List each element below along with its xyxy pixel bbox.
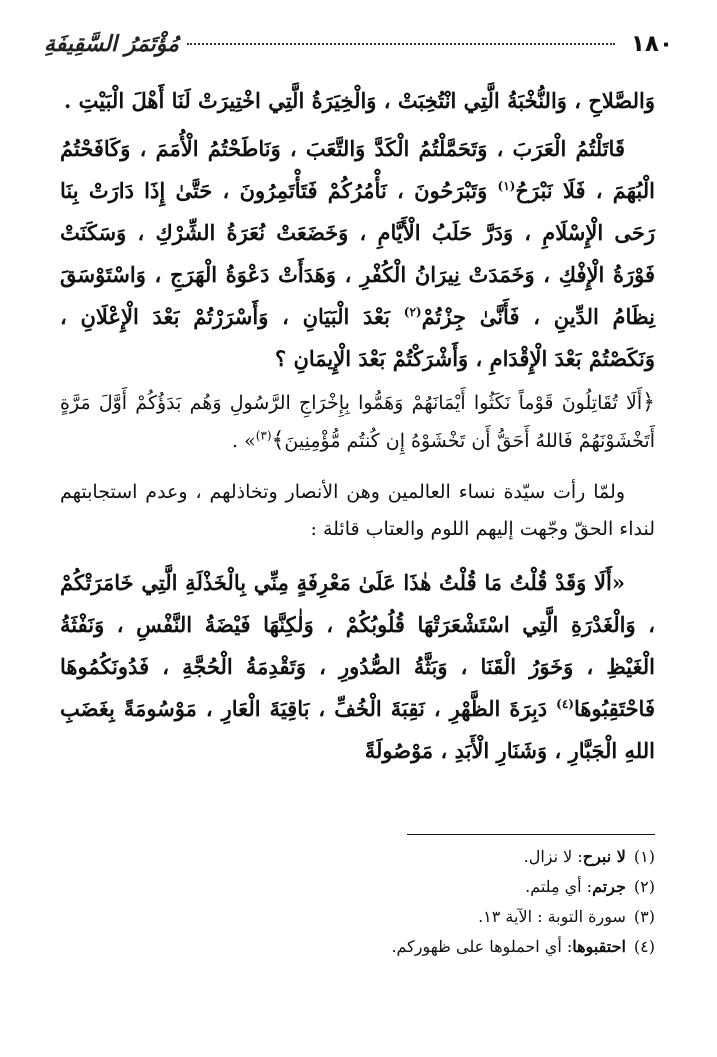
quran-verse: [60, 384, 655, 460]
paragraph-2-part-c: بَعْدَ الْبَيَانِ ، وَأَسْرَرْتُمْ بَعْدَ الْإِعْلَانِ ، وَنَكَصْتُمْ بَعْدَ الْإِقْدَامِ ، وَأَشْرَكْتُمْ بَعْدَ الْإِيمَانِ ؟: [60, 304, 655, 371]
footnote-number: (١): [633, 847, 655, 866]
footnote-number: (٣): [633, 907, 655, 926]
footnote-term: جرتم: [592, 877, 626, 896]
paragraph-2-part-a: قَاتَلْتُمُ الْعَرَبَ ، وَتَحَمَّلْتُمُ الْكَدَّ وَالتَّعَبَ ، وَنَاطَحْتُمُ الْأُمَمَ ، وَكَافَحْتُمُ الْبُهَمَ ، فَلَا نَبْرَحُ: [60, 136, 655, 203]
footnote-4: [60, 932, 655, 962]
quran-close-bracket: ﴾: [271, 428, 285, 453]
footnote-ref-3: (٣): [255, 428, 272, 443]
page-header: [44, 24, 673, 64]
footnote-number: (٢): [633, 877, 655, 896]
footnote-ref-2: (٢): [403, 305, 422, 319]
quran-verse-end: » .: [231, 430, 256, 452]
book-title: مُؤْتَمَرُ السَّقِيفَةِ: [44, 31, 179, 57]
quran-open-bracket: ﴿: [642, 390, 655, 415]
footnote-term: لا نبرح: [582, 847, 626, 866]
paragraph-4-part-b: دَبِرَةَ الظَّهْرِ ، نَقِبَةَ الْخُفِّ ، بَاقِيَةَ الْعَارِ ، مَوْسُومَةً بِغَضَبِ اللهِ الْجَبَّارِ ، وَشَنَارِ الْأَبَدِ ، مَوْصُولَةً: [60, 696, 655, 763]
footnote-text: : لا نزال.: [523, 847, 583, 866]
footnote-text: : أي احملوها على ظهوركم.: [391, 937, 573, 956]
footnotes: [60, 842, 655, 962]
footnote-term: احتقبوها: [572, 937, 626, 956]
footnote-divider: [407, 834, 655, 835]
paragraph-4-part-a: «أَلَا وَقَدْ قُلْتُ مَا قُلْتُ هٰذَا عَلَىٰ مَعْرِفَةٍ مِنِّي بِالْخَذْلَةِ الَّتِي خَامَرَتْكُمْ ، وَالْغَدْرَةِ الَّتِي اسْتَشْعَرَتْهَا قُلُوبُكُمْ ، وَلٰكِنَّهَا فَيْضَةُ النَّفْسِ ، وَنَفْثَةُ الْغَيْظِ ، وَخَوَرُ الْقَنَا ، وَبَثَّةُ الصُّدُورِ ، وَتَقْدِمَةُ الْحُجَّةِ ، فَدُونَكُمُوهَا فَاحْتَقِبُوهَا: [60, 570, 655, 721]
footnote-1: [60, 842, 655, 872]
paragraph-3: ولمّا رأت سيّدة نساء العالمين وهن الأنصار وتخاذلهم ، وعدم استجابتهم لنداء الحقّ وجّهت إليهم اللوم والعتاب قائلة :: [60, 481, 655, 540]
header-dotted-leader: [187, 43, 615, 45]
footnote-ref-4: (٤): [556, 697, 574, 711]
footnote-2: [60, 872, 655, 902]
paragraph-2-part-b: وَتَبْرَحُونَ ، نَأْمُرُكُمْ فَتَأْتَمِرُونَ ، حَتَّىٰ إِذَا دَارَتْ بِنَا رَحَى الْإِسْلَامِ ، وَدَرَّ حَلَبُ الْأَيَّامِ ، وَخَضَعَتْ نُعَرَةُ الشِّرْكِ ، وَسَكَنَتْ فَوْرَةُ الْإِفْكِ ، وَخَمَدَتْ نِيرَانُ الْكُفْرِ ، وَهَدَأَتْ دَعْوَةُ الْهَرَجِ ، وَاسْتَوْسَقَ نِظَامُ الدِّينِ ، فَأَنَّىٰ جِزْتُمْ: [60, 178, 655, 329]
paragraph-2: [60, 128, 655, 380]
footnote-3: [60, 902, 655, 932]
paragraph-4: [60, 562, 655, 772]
main-text: [60, 80, 655, 772]
quran-verse-text: أَلَا تُقَاتِلُونَ قَوْماً نَكَثُوا أَيْمَانَهُمْ وَهَمُّوا بِإِخْرَاجِ الرَّسُولِ وَهُم بَدَؤُكُمْ أَوَّلَ مَرَّةٍ أَتَخْشَوْنَهُمْ فَاللهُ أَحَقُّ أَن تَخْشَوْهُ إِن كُنتُم مُّؤْمِنِينَ: [60, 392, 655, 452]
page-number: ١٨٠: [630, 31, 673, 57]
footnote-ref-1: (١): [497, 179, 516, 193]
paragraph-1: وَالصَّلاحِ ، وَالنُّخْبَةُ الَّتِي انْتُخِبَتْ ، وَالْخِيَرَةُ الَّتِي اخْتِيرَتْ لَنَا أَهْلَ الْبَيْتِ .: [64, 88, 655, 113]
footnote-number: (٤): [633, 937, 655, 956]
footnote-text: سورة التوبة : الآية ١٣.: [478, 907, 626, 926]
footnote-text: : أي مِلتم.: [525, 877, 593, 896]
